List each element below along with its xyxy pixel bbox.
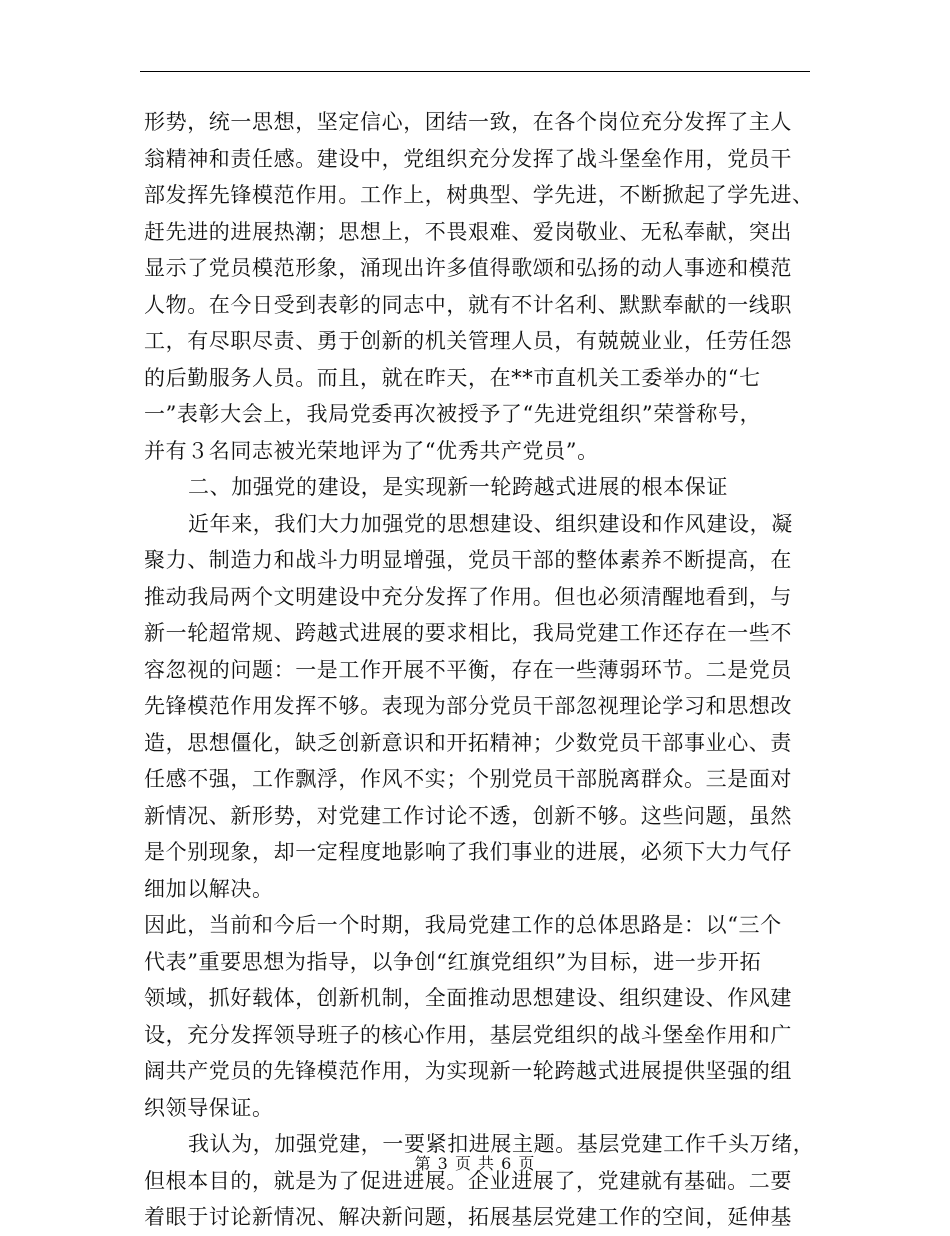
text-line: 并有３名同志被光荣地评为了“优秀共产党员”。	[144, 438, 599, 463]
text-line: 代表”重要思想为指导，以争创“红旗党组织”为目标，进一步开拓	[144, 949, 762, 974]
text-line: 赶先进的进展热潮；思想上，不畏艰难、爱岗敬业、无私奉献，突出	[144, 219, 792, 244]
paragraph	[144, 907, 794, 1126]
text-line: 任感不强，工作飘浮，作风不实；个别党员干部脱离群众。三是面对	[144, 767, 792, 791]
text-line: 容忽视的问题：一是工作开展不平衡，存在一些薄弱环节。二是党员	[144, 657, 792, 682]
paragraph	[144, 1126, 815, 1236]
text-line: 新一轮超常规、跨越式进展的要求相比，我局党建工作还存在一些不	[144, 621, 792, 645]
document-body	[144, 104, 815, 1236]
text-line: 领域，抓好载体，创新机制，全面推动思想建设、组织建设、作风建	[144, 986, 792, 1010]
text-line: 因此，当前和今后一个时期，我局党建工作的总体思路是：以“三个	[144, 913, 782, 937]
text-line: 新情况、新形势，对党建工作讨论不透，创新不够。这些问题，虽然	[144, 803, 792, 828]
text-line: 部发挥先锋模范作用。工作上，树典型、学先进，不断掀起了学先进、	[144, 183, 814, 207]
text-line: 先锋模范作用发挥不够。表现为部分党员干部忽视理论学习和思想改	[144, 694, 792, 718]
paragraph	[144, 506, 794, 908]
text-line: 翁精神和责任感。建设中，党组织充分发挥了战斗堡垒作用，党员干	[144, 146, 792, 171]
text-line: 人物。在今日受到表彰的同志中，就有不计名利、默默奉献的一线职	[144, 292, 792, 317]
text-line: 织领导保证。	[144, 1095, 274, 1120]
text-line: 推动我局两个文明建设中充分发挥了作用。但也必须清醒地看到，与	[144, 584, 792, 609]
text-line: 形势，统一思想，坚定信心，团结一致，在各个岗位充分发挥了主人	[144, 110, 792, 134]
text-line: 细加以解决。	[144, 876, 274, 901]
text-line: 我认为，加强党建，一要紧扣进展主题。基层党建工作千头万绪，	[188, 1132, 815, 1156]
text-line: 聚力、制造力和战斗力明显增强，党员干部的整体素养不断提高，在	[144, 548, 792, 572]
text-line: 近年来，我们大力加强党的思想建设、组织建设和作风建设，凝	[188, 511, 793, 536]
text-line: 但根本目的，就是为了促进进展。企业进展了，党建就有基础。二要	[144, 1168, 792, 1193]
text-line: 的后勤服务人员。而且，就在昨天，在**市直机关工委举办的“七	[144, 365, 761, 390]
paragraph	[144, 469, 794, 506]
text-line: 显示了党员模范形象，涌现出许多值得歌颂和弘扬的动人事迹和模范	[144, 256, 792, 280]
text-line: 工，有尽职尽责、勇于创新的机关管理人员，有兢兢业业，任劳任怨	[144, 329, 792, 353]
text-line: 二、加强党的建设，是实现新一轮跨越式进展的根本保证	[188, 475, 728, 499]
page-number-footer: 第 3 页 共 6 页	[414, 1154, 536, 1173]
header-rule	[140, 71, 810, 72]
text-line: 着眼于讨论新情况、解决新问题，拓展基层党建工作的空间，延伸基	[144, 1205, 792, 1229]
text-line: 设，充分发挥领导班子的核心作用，基层党组织的战斗堡垒作用和广	[144, 1022, 792, 1047]
paragraph	[144, 104, 814, 469]
text-line: 是个别现象，却一定程度地影响了我们事业的进展，必须下大力气仔	[144, 840, 792, 864]
text-line: 阔共产党员的先锋模范作用，为实现新一轮跨越式进展提供坚强的组	[144, 1059, 792, 1083]
text-line: 一”表彰大会上，我局党委再次被授予了“先进党组织”荣誉称号，	[144, 402, 762, 426]
text-line: 造，思想僵化，缺乏创新意识和开拓精神；少数党员干部事业心、责	[144, 730, 792, 755]
